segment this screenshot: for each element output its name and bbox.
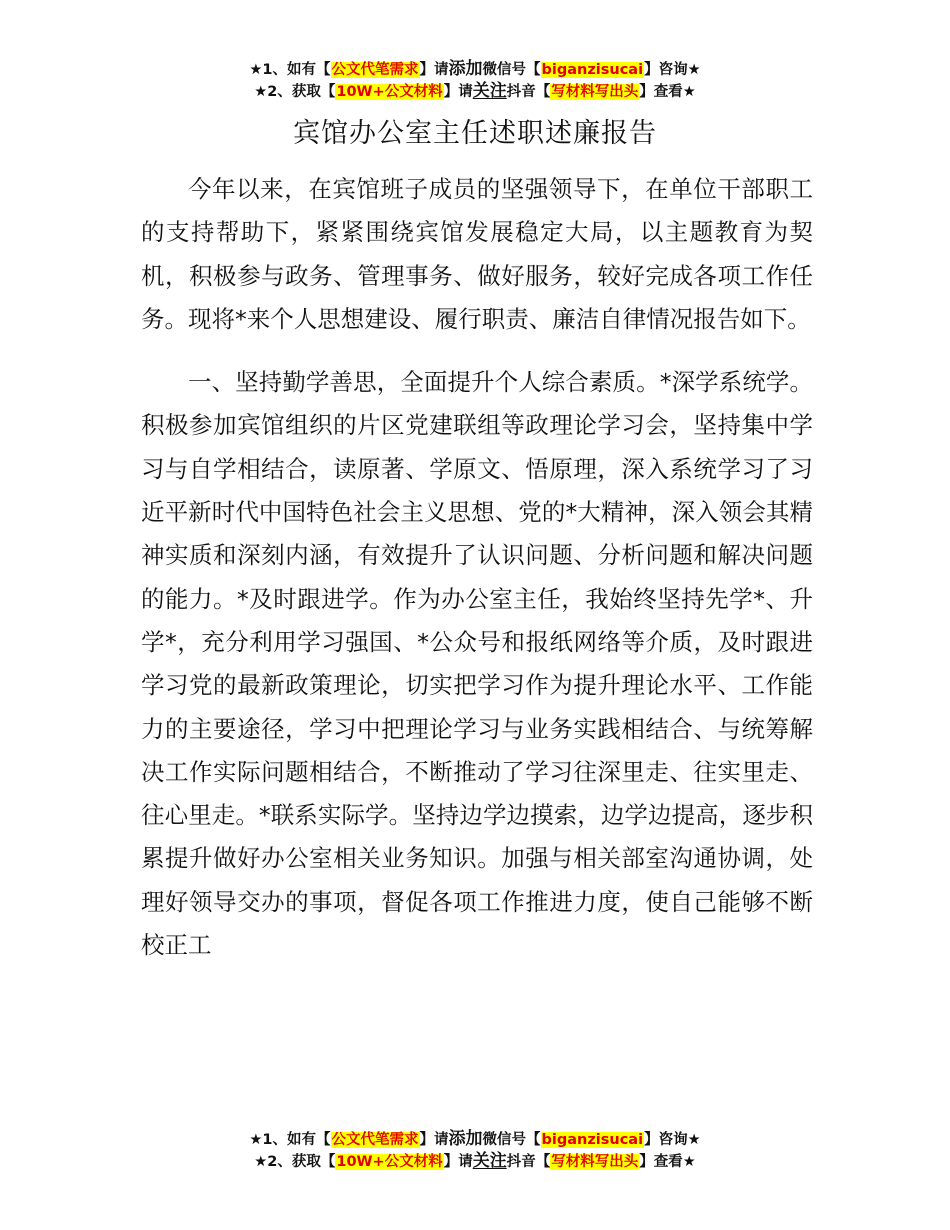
header-line-1-emphasis: 添加 xyxy=(448,59,483,79)
header-line-2-emphasis: 关注 xyxy=(472,81,507,101)
footer-line-1-suffix: 】咨询★ xyxy=(644,1132,701,1148)
footer-line-2-highlight-douyin: 写材料写出头 xyxy=(551,1154,639,1170)
footer-line-2-highlight-materials: 10W+公文材料 xyxy=(336,1154,443,1170)
header-line-2-highlight-materials: 10W+公文材料 xyxy=(336,84,443,100)
footer-line-1 xyxy=(0,1129,950,1151)
footer-line-2-prefix: ★2、获取【 xyxy=(254,1154,336,1170)
footer-banner xyxy=(0,1129,950,1173)
document-body xyxy=(141,168,813,967)
paragraph-section-1: 一、坚持勤学善思，全面提升个人综合素质。*深学系统学。积极参加宾馆组织的片区党建联组等政理论学习会，坚持集中学习与自学相结合，读原著、学原文、悟原理，深入系统学习了习近平新时代中国特色社会主义思想、党的*大精神，深入领会其精神实质和深刻内涵，有效提升了认识问题、分析问题和解决问题的能力。*及时跟进学。作为办公室主任，我始终坚持先学*、升学*，充分利用学习强国、*公众号和报纸网络等介质，及时跟进学习党的最新政策理论，切实把学习作为提升理论水平、工作能力的主要途径，学习中把理论学习与业务实践相结合、与统筹解决工作实际问题相结合，不断推动了学习往深里走、往实里走、往心里走。*联系实际学。坚持边学边摸索，边学边提高，逐步积累提升做好办公室相关业务知识。加强与相关部室沟通协调，处理好领导交办的事项，督促各项工作推进力度，使自己能够不断校正工 xyxy=(141,368,813,960)
footer-line-1-emphasis: 添加 xyxy=(448,1129,483,1149)
footer-line-1-text: 】请 xyxy=(419,1132,449,1148)
footer-line-2 xyxy=(0,1151,950,1173)
footer-line-1-highlight-service: 公文代笔需求 xyxy=(331,1132,419,1148)
header-line-1-suffix: 】咨询★ xyxy=(644,62,701,78)
header-line-2-prefix: ★2、获取【 xyxy=(254,84,336,100)
footer-line-2-text-2: 抖音【 xyxy=(506,1154,551,1170)
footer-line-2-suffix: 】查看★ xyxy=(639,1154,696,1170)
header-line-1-text: 】请 xyxy=(419,62,449,78)
header-line-2 xyxy=(0,81,950,103)
header-line-1-highlight-wechat: biganzisucai xyxy=(541,62,644,78)
header-line-1 xyxy=(0,59,950,81)
paragraph-intro: 今年以来，在宾馆班子成员的坚强领导下，在单位干部职工的支持帮助下，紧紧围绕宾馆发展稳定大局，以主题教育为契机，积极参与政务、管理事务、做好服务，较好完成各项工作任务。现将*来个人思想建设、履行职责、廉洁自律情况报告如下。 xyxy=(141,175,813,333)
header-line-2-highlight-douyin: 写材料写出头 xyxy=(551,84,639,100)
footer-line-1-prefix: ★1、如有【 xyxy=(249,1132,331,1148)
header-line-1-text-2: 微信号【 xyxy=(482,62,541,78)
header-line-1-prefix: ★1、如有【 xyxy=(249,62,331,78)
header-line-2-text-2: 抖音【 xyxy=(506,84,551,100)
header-line-2-text: 】请 xyxy=(443,84,473,100)
footer-line-2-text: 】请 xyxy=(443,1154,473,1170)
footer-line-1-text-2: 微信号【 xyxy=(482,1132,541,1148)
header-line-2-suffix: 】查看★ xyxy=(639,84,696,100)
header-line-1-highlight-service: 公文代笔需求 xyxy=(331,62,419,78)
footer-line-1-highlight-wechat: biganzisucai xyxy=(541,1132,644,1148)
header-banner xyxy=(0,59,950,103)
document-title: 宾馆办公室主任述职述廉报告 xyxy=(293,118,657,149)
footer-line-2-emphasis: 关注 xyxy=(472,1151,507,1171)
